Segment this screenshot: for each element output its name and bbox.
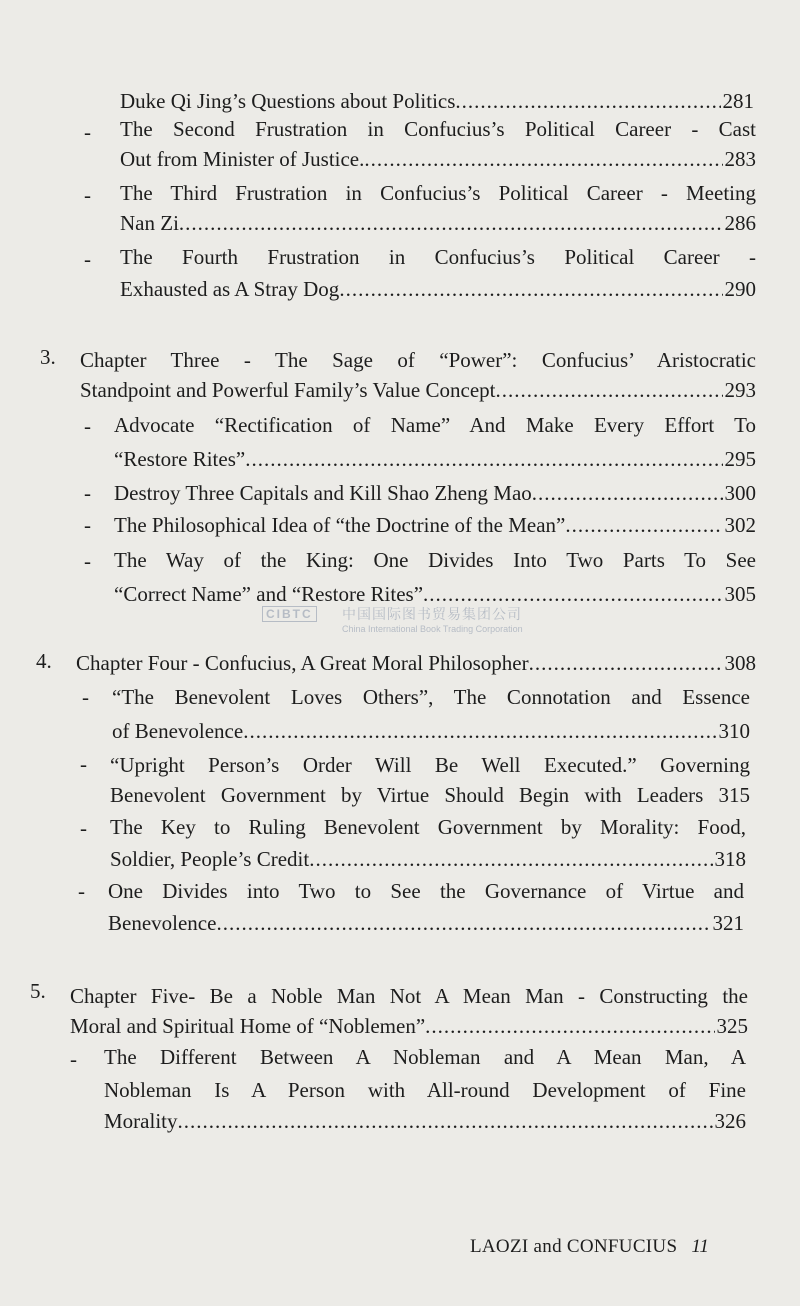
entry-title: The Fourth Frustration in Confucius’s Political Career - xyxy=(120,245,756,269)
leader-dots xyxy=(455,88,720,114)
leader-dots xyxy=(425,1013,714,1039)
toc-chapter-5 xyxy=(70,983,748,1039)
entry-title-cont: Exhausted as A Stray Dog xyxy=(120,277,340,301)
page-number: 281 xyxy=(722,89,754,113)
chapter-title-cont: Moral and Spiritual Home of “Noblemen” xyxy=(70,1014,426,1038)
entry-title-cont: Morality xyxy=(104,1109,178,1133)
bullet-dash: - xyxy=(82,685,89,709)
bullet-dash: - xyxy=(84,549,91,573)
entry-title: The Key to Ruling Benevolent Government by Morality: Food, xyxy=(110,815,746,839)
bullet-dash: - xyxy=(84,120,91,144)
toc-entry xyxy=(114,480,756,506)
running-footer xyxy=(470,1235,709,1259)
chapter-title-cont: Standpoint and Powerful Family’s Value Concept xyxy=(80,378,496,402)
entry-title-cont: “Restore Rites” xyxy=(114,447,246,471)
toc-entry xyxy=(120,244,756,301)
watermark-chinese-text: 中国国际图书贸易集团公司 xyxy=(342,607,522,623)
leader-dots xyxy=(364,146,722,172)
toc-entry xyxy=(114,512,756,538)
book-title: LAOZI and CONFUCIUS xyxy=(470,1236,678,1257)
bullet-dash: - xyxy=(70,1047,77,1071)
leader-dots xyxy=(179,210,723,236)
toc-chapter-3 xyxy=(80,347,756,403)
toc-chapter-4 xyxy=(76,650,756,676)
entry-title-cont: Out from Minister of Justice. xyxy=(120,147,365,171)
chapter-title: Chapter Four - Confucius, A Great Moral Philosopher xyxy=(76,651,529,675)
leader-dots xyxy=(178,1108,713,1134)
page-number: 302 xyxy=(724,513,756,537)
toc-entry xyxy=(120,88,754,114)
chapter-number: 3. xyxy=(40,345,56,369)
entry-title: The Way of the King: One Divides Into Two Parts To See xyxy=(114,548,756,572)
leader-dots xyxy=(529,650,723,676)
leader-dots xyxy=(496,377,723,403)
page-number: 326 xyxy=(714,1109,746,1133)
page-number: 286 xyxy=(724,211,756,235)
entry-title: Advocate “Rectification of Name” And Make Every Effort To xyxy=(114,413,756,437)
chapter-title: Chapter Three - The Sage of “Power”: Confucius’ Aristocratic xyxy=(80,348,756,372)
entry-title: The Different Between A Nobleman and A Mean Man, A xyxy=(104,1045,746,1069)
page-number: 290 xyxy=(724,277,756,301)
folio-page-number: 11 xyxy=(691,1236,709,1257)
chapter-number: 4. xyxy=(36,649,52,673)
entry-title: Duke Qi Jing’s Questions about Politics xyxy=(120,89,456,113)
leader-dots xyxy=(243,718,716,744)
entry-title: “The Benevolent Loves Others”, The Connotation and Essence xyxy=(112,685,750,709)
entry-title: One Divides into Two to See the Governance of Virtue and xyxy=(108,879,744,903)
bullet-dash: - xyxy=(80,816,87,840)
page-number: 310 xyxy=(718,719,750,743)
page-number: 295 xyxy=(724,447,756,471)
entry-title: The Second Frustration in Confucius’s Political Career - Cast xyxy=(120,117,756,141)
watermark-english-text: China International Book Trading Corporation xyxy=(342,624,523,634)
leader-dots xyxy=(565,512,722,538)
entry-title-cont: Benevolent Government by Virtue Should Begin with Leaders 315 xyxy=(110,783,750,807)
toc-entry xyxy=(110,814,746,870)
toc-entry xyxy=(112,684,750,743)
entry-title: Destroy Three Capitals and Kill Shao Zheng Mao xyxy=(114,481,532,505)
publisher-watermark xyxy=(262,606,562,640)
entry-title: “Upright Person’s Order Will Be Well Executed.” Governing xyxy=(110,753,750,777)
page-number: 325 xyxy=(716,1014,748,1038)
chapter-title: Chapter Five- Be a Noble Man Not A Mean Man - Constructing the xyxy=(70,984,748,1008)
entry-title-cont: Soldier, People’s Credit xyxy=(110,847,310,871)
toc-entry xyxy=(114,412,756,471)
toc-entry xyxy=(114,547,756,606)
leader-dots xyxy=(245,446,722,472)
toc-entry xyxy=(104,1044,746,1134)
toc-entry xyxy=(108,878,744,934)
bullet-dash: - xyxy=(78,879,85,903)
page-number: 300 xyxy=(724,481,756,505)
page-number: 321 xyxy=(712,911,744,935)
page-number: 293 xyxy=(724,378,756,402)
entry-title: The Third Frustration in Confucius’s Political Career - Meeting xyxy=(120,181,756,205)
watermark-logo: CIBTC xyxy=(262,606,317,622)
bullet-dash: - xyxy=(84,183,91,207)
leader-dots xyxy=(339,276,722,302)
toc-entry xyxy=(120,116,756,171)
page-number: 318 xyxy=(714,847,746,871)
bullet-dash: - xyxy=(84,247,91,271)
page-number: 308 xyxy=(724,651,756,675)
leader-dots xyxy=(309,846,712,872)
leader-dots xyxy=(216,910,710,936)
entry-title-cont: Nobleman Is A Person with All-round Development of Fine xyxy=(104,1078,746,1102)
bullet-dash: - xyxy=(80,752,87,776)
chapter-number: 5. xyxy=(30,979,46,1003)
toc-entry xyxy=(120,180,756,235)
page-number: 283 xyxy=(724,147,756,171)
entry-title-cont: Nan Zi xyxy=(120,211,179,235)
entry-title-cont: “Correct Name” and “Restore Rites” xyxy=(114,582,424,606)
leader-dots xyxy=(532,480,723,506)
toc-entry xyxy=(110,752,750,808)
entry-title: The Philosophical Idea of “the Doctrine of the Mean” xyxy=(114,513,566,537)
bullet-dash: - xyxy=(84,481,91,505)
page-number: 305 xyxy=(724,582,756,606)
entry-title-cont: Benevolence xyxy=(108,911,217,935)
bullet-dash: - xyxy=(84,414,91,438)
entry-title-cont: of Benevolence xyxy=(112,719,244,743)
bullet-dash: - xyxy=(84,513,91,537)
